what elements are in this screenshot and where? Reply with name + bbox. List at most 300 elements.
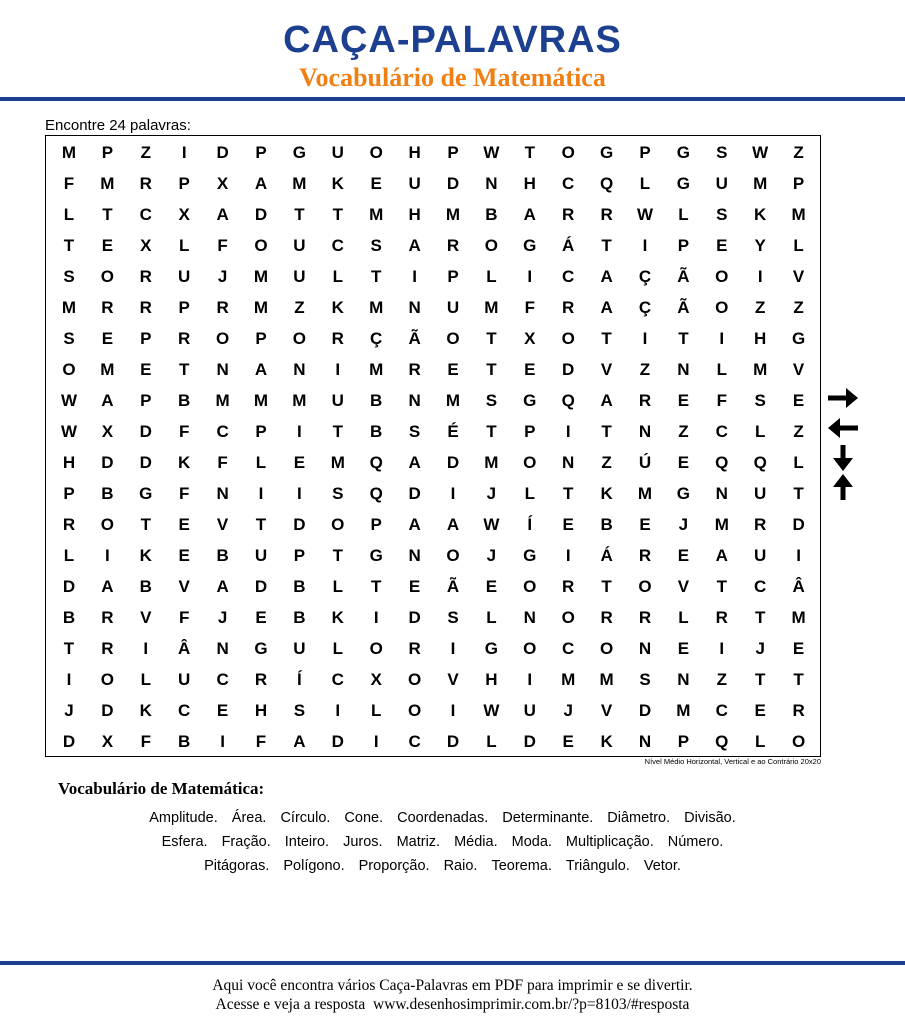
grid-letter[interactable]: I: [335, 360, 341, 379]
grid-letter[interactable]: I: [642, 236, 648, 255]
grid-letter[interactable]: T: [601, 422, 612, 441]
grid-letter[interactable]: R: [408, 639, 421, 658]
grid-letter[interactable]: T: [178, 360, 190, 379]
grid-letter[interactable]: E: [216, 701, 229, 720]
grid-letter[interactable]: M: [369, 205, 384, 224]
grid-letter[interactable]: C: [715, 422, 728, 441]
grid-letter[interactable]: E: [485, 577, 498, 596]
grid-letter[interactable]: B: [62, 608, 76, 627]
grid-letter[interactable]: G: [676, 484, 690, 503]
grid-letter[interactable]: M: [676, 701, 691, 720]
grid-letter[interactable]: K: [754, 205, 767, 224]
grid-letter[interactable]: D: [446, 174, 460, 193]
grid-letter[interactable]: U: [754, 484, 767, 503]
grid-letter[interactable]: S: [485, 391, 498, 410]
grid-letter[interactable]: I: [796, 546, 801, 565]
grid-letter[interactable]: Q: [369, 453, 383, 472]
grid-letter[interactable]: W: [483, 701, 500, 720]
grid-letter[interactable]: Z: [140, 143, 151, 162]
grid-letter[interactable]: X: [178, 205, 190, 224]
grid-letter[interactable]: A: [254, 174, 268, 193]
grid-letter[interactable]: P: [524, 422, 536, 441]
grid-letter[interactable]: N: [408, 546, 421, 565]
grid-letter[interactable]: O: [446, 329, 460, 348]
grid-letter[interactable]: E: [370, 174, 382, 193]
grid-letter[interactable]: B: [139, 577, 152, 596]
grid-letter[interactable]: M: [215, 391, 230, 410]
grid-letter[interactable]: G: [676, 174, 690, 193]
grid-letter[interactable]: Í: [527, 515, 533, 534]
grid-letter[interactable]: C: [139, 205, 152, 224]
grid-letter[interactable]: T: [332, 422, 343, 441]
grid-letter[interactable]: Ç: [638, 267, 652, 286]
grid-letter[interactable]: O: [715, 298, 729, 317]
grid-letter[interactable]: Q: [715, 732, 729, 751]
grid-letter[interactable]: D: [101, 453, 114, 472]
grid-letter[interactable]: L: [178, 236, 190, 255]
grid-letter[interactable]: O: [638, 577, 652, 596]
grid-letter[interactable]: V: [447, 670, 459, 689]
grid-letter[interactable]: C: [715, 701, 728, 720]
grid-letter[interactable]: N: [485, 174, 498, 193]
grid-letter[interactable]: R: [139, 174, 152, 193]
grid-letter[interactable]: G: [369, 546, 383, 565]
grid-letter[interactable]: H: [485, 670, 498, 689]
grid-letter[interactable]: L: [140, 670, 151, 689]
grid-letter[interactable]: U: [331, 391, 344, 410]
grid-letter[interactable]: Ã: [408, 329, 421, 348]
grid-letter[interactable]: O: [523, 453, 537, 472]
grid-letter[interactable]: I: [105, 546, 110, 565]
grid-letter[interactable]: D: [638, 701, 652, 720]
grid-letter[interactable]: J: [486, 484, 497, 503]
grid-letter[interactable]: T: [678, 329, 689, 348]
grid-letter[interactable]: E: [101, 329, 114, 348]
grid-letter[interactable]: F: [524, 298, 535, 317]
grid-letter[interactable]: R: [216, 298, 229, 317]
grid-letter[interactable]: L: [486, 267, 497, 286]
grid-letter[interactable]: D: [446, 453, 460, 472]
grid-letter[interactable]: I: [719, 639, 725, 658]
grid-letter[interactable]: R: [254, 670, 268, 689]
grid-letter[interactable]: Â: [178, 639, 191, 658]
grid-letter[interactable]: Ç: [638, 298, 652, 317]
grid-letter[interactable]: N: [216, 484, 229, 503]
grid-letter[interactable]: D: [254, 577, 268, 596]
grid-letter[interactable]: P: [140, 329, 152, 348]
grid-letter[interactable]: O: [715, 267, 729, 286]
grid-letter[interactable]: Z: [754, 298, 766, 317]
grid-letter[interactable]: T: [294, 205, 305, 224]
grid-letter[interactable]: U: [293, 267, 306, 286]
grid-letter[interactable]: P: [447, 143, 459, 162]
grid-letter[interactable]: A: [408, 515, 421, 534]
grid-letter[interactable]: J: [563, 701, 573, 720]
grid-letter[interactable]: Q: [715, 453, 729, 472]
grid-letter[interactable]: S: [716, 205, 728, 224]
grid-letter[interactable]: T: [754, 608, 766, 627]
grid-letter[interactable]: M: [253, 298, 269, 317]
grid-letter[interactable]: J: [64, 701, 74, 720]
grid-letter[interactable]: H: [754, 329, 767, 348]
grid-letter[interactable]: I: [412, 267, 417, 286]
grid-letter[interactable]: C: [754, 577, 767, 596]
grid-letter[interactable]: O: [100, 267, 114, 286]
grid-letter[interactable]: Z: [601, 453, 612, 472]
grid-letter[interactable]: T: [793, 484, 804, 503]
grid-letter[interactable]: L: [63, 546, 75, 565]
grid-letter[interactable]: T: [102, 205, 113, 224]
grid-letter[interactable]: O: [369, 639, 383, 658]
grid-letter[interactable]: E: [447, 360, 459, 379]
grid-letter[interactable]: I: [373, 608, 379, 627]
grid-letter[interactable]: U: [254, 546, 268, 565]
grid-letter[interactable]: N: [216, 360, 229, 379]
grid-letter[interactable]: N: [677, 360, 690, 379]
grid-letter[interactable]: B: [101, 484, 114, 503]
grid-letter[interactable]: H: [408, 205, 421, 224]
grid-letter[interactable]: N: [638, 422, 652, 441]
grid-letter[interactable]: C: [331, 236, 344, 255]
grid-letter[interactable]: R: [600, 205, 613, 224]
grid-letter[interactable]: F: [140, 732, 151, 751]
grid-letter[interactable]: I: [143, 639, 149, 658]
grid-letter[interactable]: A: [101, 391, 114, 410]
grid-letter[interactable]: P: [178, 298, 190, 317]
grid-letter[interactable]: C: [408, 732, 421, 751]
grid-letter[interactable]: M: [100, 174, 115, 193]
grid-letter[interactable]: V: [792, 267, 805, 286]
grid-letter[interactable]: R: [139, 298, 152, 317]
grid-letter[interactable]: W: [60, 391, 78, 410]
grid-letter[interactable]: L: [754, 422, 766, 441]
grid-letter[interactable]: O: [369, 143, 383, 162]
grid-letter[interactable]: D: [254, 205, 268, 224]
grid-letter[interactable]: T: [63, 236, 75, 255]
grid-letter[interactable]: E: [178, 546, 190, 565]
grid-letter[interactable]: I: [642, 329, 648, 348]
grid-letter[interactable]: T: [140, 515, 151, 534]
grid-letter[interactable]: F: [255, 732, 267, 751]
grid-letter[interactable]: J: [486, 546, 497, 565]
grid-letter[interactable]: E: [677, 639, 690, 658]
grid-letter[interactable]: O: [523, 639, 537, 658]
grid-letter[interactable]: B: [178, 732, 191, 751]
grid-letter[interactable]: L: [639, 174, 651, 193]
grid-letter[interactable]: Z: [716, 670, 727, 689]
grid-letter[interactable]: T: [601, 577, 612, 596]
grid-letter[interactable]: L: [524, 484, 535, 503]
grid-letter[interactable]: B: [370, 391, 383, 410]
grid-letter[interactable]: Á: [600, 546, 613, 565]
grid-letter[interactable]: H: [408, 143, 421, 162]
grid-letter[interactable]: M: [753, 174, 768, 193]
grid-letter[interactable]: G: [139, 484, 153, 503]
grid-letter[interactable]: Q: [369, 484, 383, 503]
grid-letter[interactable]: A: [216, 577, 229, 596]
grid-letter[interactable]: N: [293, 360, 306, 379]
grid-letter[interactable]: T: [486, 360, 497, 379]
grid-letter[interactable]: B: [178, 391, 191, 410]
grid-letter[interactable]: P: [255, 329, 267, 348]
grid-letter[interactable]: Q: [599, 174, 614, 193]
grid-letter[interactable]: Z: [793, 298, 804, 317]
grid-letter[interactable]: W: [483, 515, 500, 534]
grid-letter[interactable]: T: [332, 205, 343, 224]
grid-letter[interactable]: R: [562, 205, 575, 224]
grid-letter[interactable]: T: [63, 639, 75, 658]
grid-letter[interactable]: F: [716, 391, 727, 410]
grid-letter[interactable]: M: [369, 298, 384, 317]
grid-letter[interactable]: E: [293, 453, 306, 472]
grid-letter[interactable]: K: [331, 298, 344, 317]
grid-letter[interactable]: U: [331, 143, 344, 162]
grid-letter[interactable]: D: [792, 515, 805, 534]
grid-letter[interactable]: S: [370, 236, 382, 255]
grid-letter[interactable]: L: [370, 701, 382, 720]
grid-letter[interactable]: B: [600, 515, 613, 534]
grid-letter[interactable]: R: [562, 298, 575, 317]
grid-letter[interactable]: L: [793, 453, 804, 472]
grid-letter[interactable]: C: [216, 422, 229, 441]
grid-letter[interactable]: I: [757, 267, 763, 286]
grid-letter[interactable]: O: [791, 732, 806, 751]
grid-letter[interactable]: M: [637, 484, 653, 503]
grid-letter[interactable]: X: [524, 329, 536, 348]
grid-letter[interactable]: T: [524, 143, 535, 162]
grid-letter[interactable]: V: [140, 608, 152, 627]
grid-letter[interactable]: R: [638, 391, 652, 410]
grid-letter[interactable]: P: [140, 391, 152, 410]
grid-letter[interactable]: O: [407, 701, 422, 720]
grid-letter[interactable]: O: [561, 329, 575, 348]
grid-letter[interactable]: M: [753, 360, 768, 379]
grid-letter[interactable]: F: [217, 453, 228, 472]
grid-letter[interactable]: B: [293, 577, 306, 596]
grid-letter[interactable]: O: [561, 608, 575, 627]
grid-letter[interactable]: E: [562, 732, 574, 751]
grid-letter[interactable]: U: [408, 174, 421, 193]
grid-letter[interactable]: R: [101, 608, 114, 627]
grid-letter[interactable]: E: [677, 546, 690, 565]
grid-letter[interactable]: A: [446, 515, 460, 534]
grid-letter[interactable]: D: [62, 577, 76, 596]
grid-letter[interactable]: M: [369, 360, 384, 379]
grid-letter[interactable]: I: [527, 670, 533, 689]
grid-letter[interactable]: Ã: [677, 267, 690, 286]
grid-letter[interactable]: E: [792, 391, 805, 410]
grid-letter[interactable]: A: [216, 205, 229, 224]
grid-letter[interactable]: W: [752, 143, 769, 162]
grid-letter[interactable]: S: [293, 701, 306, 720]
grid-letter[interactable]: M: [484, 453, 499, 472]
grid-letter[interactable]: U: [754, 546, 767, 565]
grid-letter[interactable]: L: [255, 453, 267, 472]
grid-letter[interactable]: H: [254, 701, 268, 720]
grid-letter[interactable]: D: [101, 701, 114, 720]
grid-letter[interactable]: V: [600, 360, 613, 379]
grid-letter[interactable]: E: [255, 608, 267, 627]
grid-letter[interactable]: I: [373, 732, 379, 751]
grid-letter[interactable]: T: [486, 422, 497, 441]
grid-letter[interactable]: C: [562, 639, 575, 658]
grid-letter[interactable]: R: [408, 360, 421, 379]
grid-letter[interactable]: I: [450, 484, 456, 503]
grid-letter[interactable]: V: [600, 701, 613, 720]
grid-letter[interactable]: N: [638, 732, 652, 751]
grid-letter[interactable]: R: [562, 577, 575, 596]
grid-letter[interactable]: M: [714, 515, 729, 534]
grid-letter[interactable]: S: [447, 608, 459, 627]
grid-letter[interactable]: D: [62, 732, 76, 751]
grid-letter[interactable]: P: [677, 236, 690, 255]
grid-letter[interactable]: T: [601, 329, 612, 348]
grid-letter[interactable]: T: [562, 484, 574, 503]
grid-letter[interactable]: I: [66, 670, 72, 689]
grid-letter[interactable]: W: [636, 205, 654, 224]
grid-letter[interactable]: Q: [753, 453, 767, 472]
grid-letter[interactable]: Q: [561, 391, 575, 410]
grid-letter[interactable]: T: [370, 267, 382, 286]
grid-letter[interactable]: O: [292, 329, 306, 348]
grid-letter[interactable]: Ú: [638, 453, 652, 472]
grid-letter[interactable]: D: [139, 453, 152, 472]
grid-letter[interactable]: B: [216, 546, 229, 565]
grid-letter[interactable]: A: [600, 298, 613, 317]
grid-letter[interactable]: R: [638, 608, 652, 627]
grid-letter[interactable]: M: [599, 670, 614, 689]
grid-letter[interactable]: A: [715, 546, 728, 565]
grid-letter[interactable]: C: [562, 174, 575, 193]
grid-letter[interactable]: R: [600, 608, 613, 627]
grid-letter[interactable]: T: [486, 329, 497, 348]
grid-letter[interactable]: S: [639, 670, 651, 689]
grid-letter[interactable]: K: [178, 453, 191, 472]
grid-letter[interactable]: L: [332, 267, 343, 286]
grid-letter[interactable]: K: [331, 608, 344, 627]
grid-letter[interactable]: A: [600, 391, 613, 410]
grid-letter[interactable]: L: [332, 577, 343, 596]
grid-letter[interactable]: G: [791, 329, 806, 348]
grid-letter[interactable]: J: [678, 515, 689, 534]
grid-letter[interactable]: M: [445, 205, 461, 224]
grid-letter[interactable]: I: [297, 422, 302, 441]
grid-letter[interactable]: W: [60, 422, 78, 441]
grid-letter[interactable]: N: [523, 608, 536, 627]
grid-letter[interactable]: O: [446, 546, 460, 565]
grid-letter[interactable]: T: [601, 236, 612, 255]
grid-letter[interactable]: L: [754, 732, 766, 751]
grid-letter[interactable]: Â: [792, 577, 805, 596]
grid-letter[interactable]: O: [62, 360, 76, 379]
grid-letter[interactable]: K: [139, 546, 152, 565]
grid-letter[interactable]: T: [716, 577, 727, 596]
grid-letter[interactable]: D: [139, 422, 152, 441]
grid-letter[interactable]: M: [791, 205, 806, 224]
grid-letter[interactable]: P: [255, 143, 267, 162]
grid-letter[interactable]: J: [755, 639, 765, 658]
grid-letter[interactable]: L: [678, 608, 689, 627]
grid-letter[interactable]: F: [178, 484, 190, 503]
grid-letter[interactable]: M: [253, 267, 269, 286]
grid-letter[interactable]: Z: [294, 298, 305, 317]
grid-letter[interactable]: F: [178, 422, 190, 441]
grid-letter[interactable]: R: [101, 298, 114, 317]
grid-letter[interactable]: S: [408, 422, 421, 441]
grid-letter[interactable]: M: [484, 298, 499, 317]
grid-letter[interactable]: G: [676, 143, 690, 162]
grid-letter[interactable]: P: [639, 143, 651, 162]
grid-letter[interactable]: J: [217, 608, 228, 627]
grid-letter[interactable]: G: [523, 236, 537, 255]
grid-letter[interactable]: M: [61, 298, 77, 317]
grid-letter[interactable]: A: [101, 577, 114, 596]
grid-letter[interactable]: L: [793, 236, 804, 255]
grid-letter[interactable]: R: [754, 515, 767, 534]
grid-letter[interactable]: M: [445, 391, 461, 410]
grid-letter[interactable]: I: [258, 484, 264, 503]
grid-letter[interactable]: Y: [754, 236, 766, 255]
grid-letter[interactable]: I: [565, 422, 571, 441]
grid-letter[interactable]: L: [332, 639, 343, 658]
grid-letter[interactable]: U: [715, 174, 728, 193]
grid-letter[interactable]: B: [370, 422, 383, 441]
grid-letter[interactable]: G: [292, 143, 306, 162]
grid-letter[interactable]: P: [677, 732, 690, 751]
grid-letter[interactable]: O: [484, 236, 498, 255]
grid-letter[interactable]: D: [562, 360, 575, 379]
grid-letter[interactable]: D: [523, 732, 536, 751]
grid-letter[interactable]: R: [715, 608, 728, 627]
grid-letter[interactable]: N: [408, 391, 421, 410]
grid-letter[interactable]: O: [100, 515, 114, 534]
grid-letter[interactable]: S: [332, 484, 344, 503]
grid-letter[interactable]: O: [523, 577, 537, 596]
grid-letter[interactable]: M: [292, 174, 307, 193]
grid-letter[interactable]: Ã: [677, 298, 690, 317]
grid-letter[interactable]: E: [140, 360, 152, 379]
grid-letter[interactable]: G: [523, 391, 537, 410]
grid-letter[interactable]: U: [178, 670, 191, 689]
grid-letter[interactable]: R: [101, 639, 114, 658]
grid-letter[interactable]: L: [716, 360, 727, 379]
grid-letter[interactable]: Á: [562, 236, 575, 255]
grid-letter[interactable]: P: [447, 267, 459, 286]
grid-letter[interactable]: Ç: [370, 329, 383, 348]
grid-letter[interactable]: M: [561, 670, 576, 689]
grid-letter[interactable]: C: [216, 670, 229, 689]
grid-letter[interactable]: I: [220, 732, 225, 751]
grid-letter[interactable]: Í: [297, 670, 302, 689]
grid-letter[interactable]: V: [178, 577, 190, 596]
grid-letter[interactable]: P: [101, 143, 114, 162]
grid-letter[interactable]: P: [178, 174, 190, 193]
grid-letter[interactable]: U: [446, 298, 460, 317]
grid-letter[interactable]: R: [139, 267, 152, 286]
grid-letter[interactable]: G: [523, 546, 537, 565]
grid-letter[interactable]: E: [677, 453, 690, 472]
grid-letter[interactable]: O: [561, 143, 575, 162]
grid-letter[interactable]: K: [331, 174, 344, 193]
grid-letter[interactable]: A: [600, 267, 613, 286]
grid-letter[interactable]: V: [216, 515, 229, 534]
grid-letter[interactable]: M: [292, 391, 307, 410]
grid-letter[interactable]: C: [562, 267, 575, 286]
grid-letter[interactable]: D: [216, 143, 229, 162]
grid-letter[interactable]: F: [178, 608, 190, 627]
grid-letter[interactable]: M: [100, 360, 115, 379]
grid-letter[interactable]: G: [254, 639, 268, 658]
